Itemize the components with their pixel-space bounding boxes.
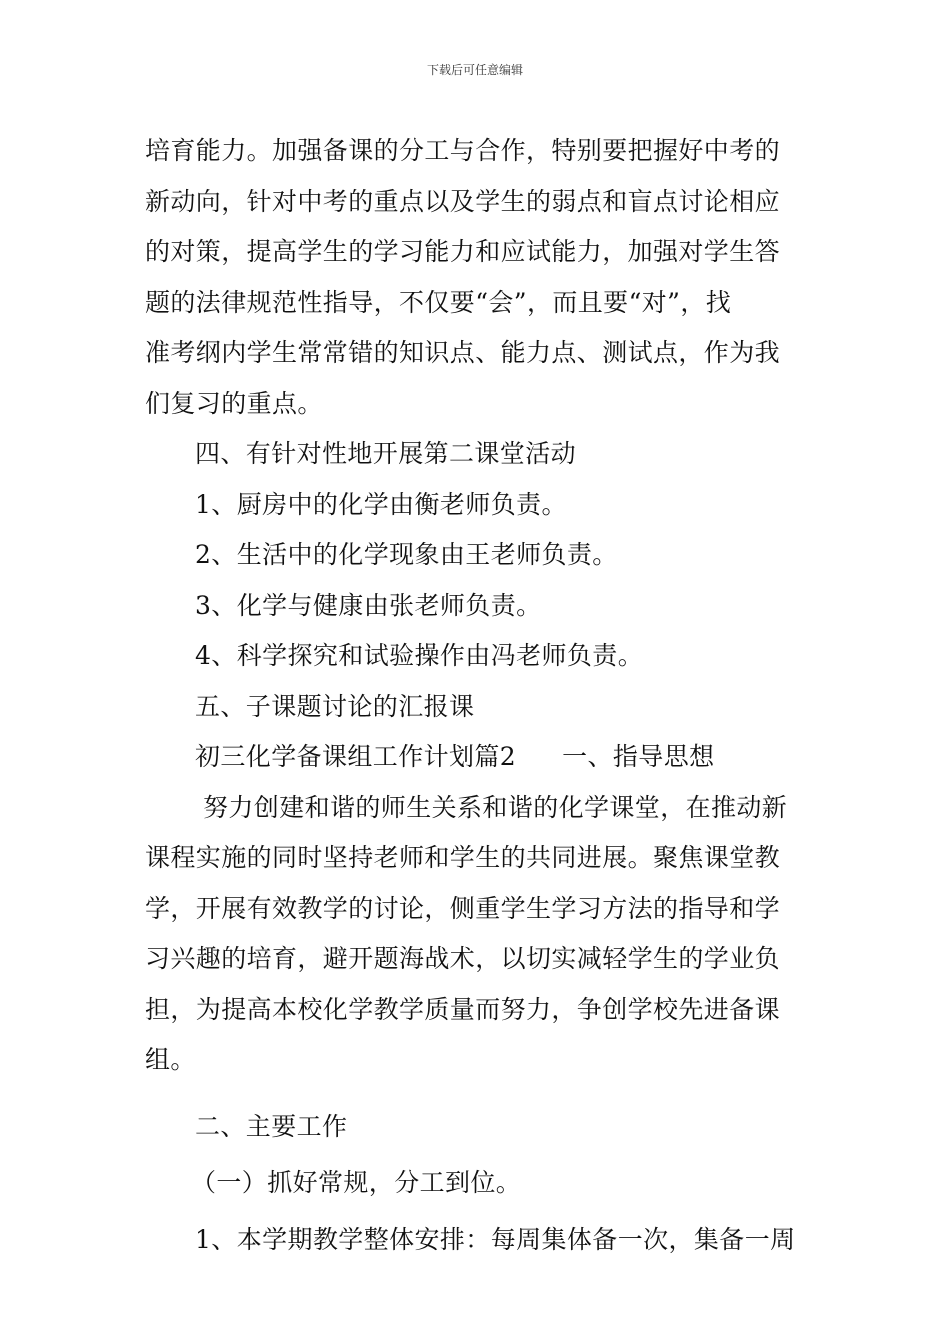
paragraph-line: 准考纲内学生常常错的知识点、能力点、测试点，作为我 [145,338,781,367]
section-heading: 五、子课题讨论的汇报课 [195,691,475,721]
list-item: 2、生活中的化学现象由王老师负责。 [195,540,618,569]
plan-title: 初三化学备课组工作计划篇2 [195,742,517,771]
list-item: 1、本学期教学整体安排：每周集体备一次，集备一周 [195,1224,796,1254]
paragraph-line: 的对策，提高学生的学习能力和应试能力，加强对学生答 [145,237,781,266]
paragraph-line: 新动向，针对中考的重点以及学生的弱点和盲点讨论相应 [145,186,781,216]
plan-title-line [145,732,813,783]
list-item: 4、科学探究和试验操作由冯老师负责。 [195,641,644,670]
paragraph-line: 组。 [145,1045,196,1074]
list-item: 3、化学与健康由张老师负责。 [195,590,542,620]
section-heading: 二、主要工作 [195,1111,348,1141]
paragraph-line: 们复习的重点。 [145,388,323,418]
paragraph-line: 题的法律规范性指导，不仅要“会”，而且要“对”，找 [145,287,732,317]
paragraph-line: 课程实施的同时坚持老师和学生的共同进展。聚焦课堂教 [145,843,781,872]
section-heading: 一、指导思想 [562,742,715,771]
paragraph-line: 习兴趣的培育，避开题海战术，以切实减轻学生的学业负 [145,944,781,973]
page-header: 下载后可任意编辑 [426,63,523,77]
paragraph-line: 努力创建和谐的师生关系和谐的化学课堂，在推动新 [203,792,788,822]
section-heading: 四、有针对性地开展第二课堂活动 [195,439,577,468]
paragraph-line: 担，为提高本校化学教学质量而努力，争创学校先进备课 [145,994,781,1024]
paragraph-line: 学，开展有效教学的讨论，侧重学生学习方法的指导和学 [145,893,781,923]
subsection-heading: （一）抓好常规，分工到位。 [191,1168,522,1197]
list-item: 1、厨房中的化学由衡老师负责。 [195,489,567,519]
paragraph-line: 培育能力。加强备课的分工与合作，特别要把握好中考的 [145,136,781,165]
document-body [145,126,813,1265]
